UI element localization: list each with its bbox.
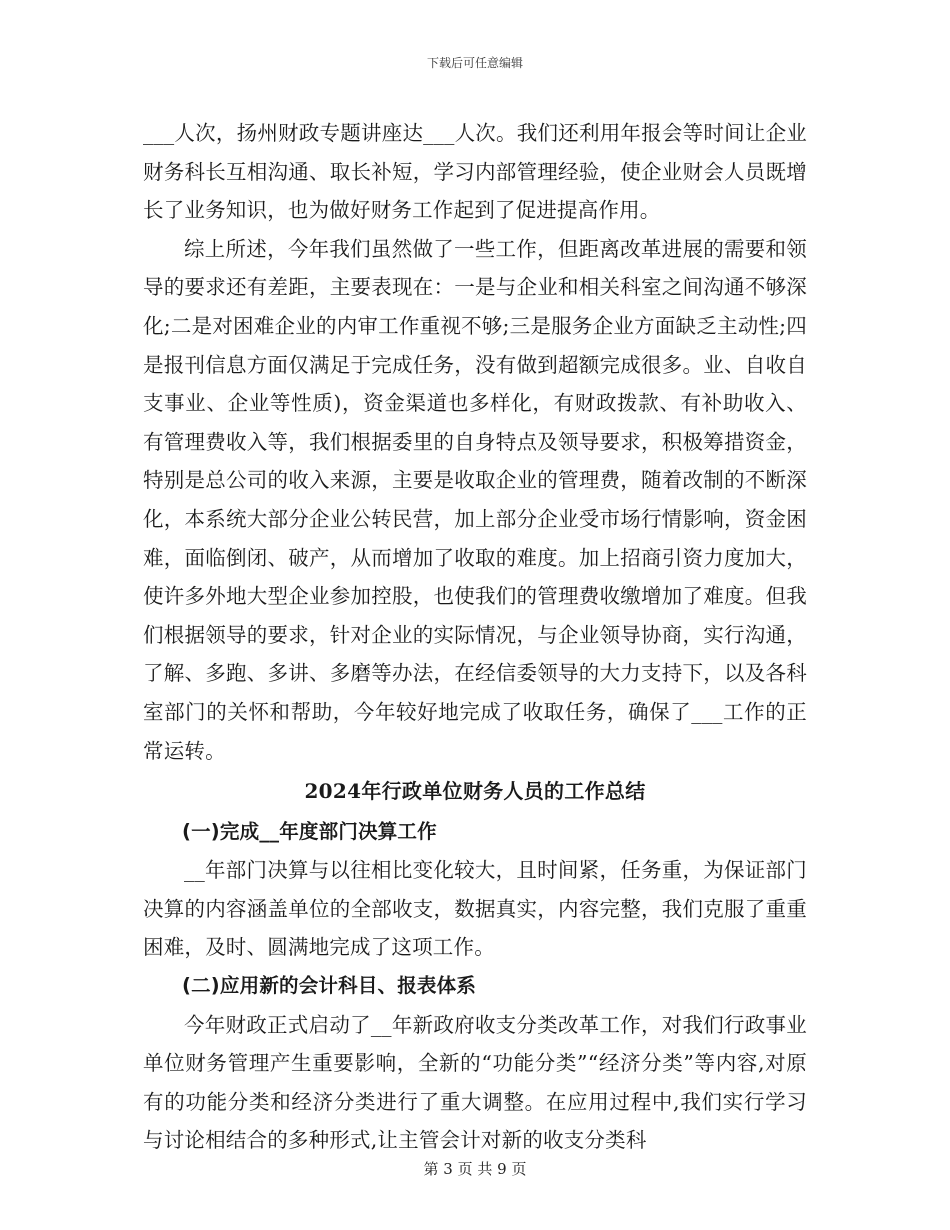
header-note: 下载后可任意编辑 <box>426 56 523 70</box>
section-heading-2: (二)应用新的会计科目、报表体系 <box>182 974 477 998</box>
paragraph-continued: ___人次，扬州财政专题讲座达___人次。我们还利用年报会等时间让企业财务科长互相沟通、取长补短，学习内部管理经验，使企业财会人员既增长了业务知识，也为做好财务工作起到了促进提高作用。 <box>143 121 807 223</box>
section-heading-1: (一)完成__年度部门决算工作 <box>182 819 437 843</box>
document-title: 2024年行政单位财务人员的工作总结 <box>304 779 646 804</box>
page-number: 第 3 页 共 9 页 <box>423 1160 527 1178</box>
section-text-2: 今年财政正式启动了__年新政府收支分类改革工作，对我们行政事业单位财务管理产生重要影响，全新的“功能分类”“经济分类”等内容,对原有的功能分类和经济分类进行了重大调整。在应用过程中,我们实行学习与讨论相结合的多种形式,让主管会计对新的收支分类科 <box>143 1012 807 1153</box>
document-body <box>143 114 807 1160</box>
paragraph-summary: 综上所述，今年我们虽然做了一些工作，但距离改革进展的需要和领导的要求还有差距，主要表现在：一是与企业和相关科室之间沟通不够深化;二是对困难企业的内审工作重视不够;三是服务企业方面缺乏主动性;四是报刊信息方面仅满足于完成任务，没有做到超额完成很多。业、自收自支事业、企业等性质)，资金渠道也多样化，有财政拨款、有补助收入、有管理费收入等，我们根据委里的自身特点及领导要求，积极筹措资金，特别是总公司的收入来源，主要是收取企业的管理费，随着改制的不断深化，本系统大部分企业公转民营，加上部分企业受市场行情影响，资金困难，面临倒闭、破产，从而增加了收取的难度。加上招商引资力度加大，使许多外地大型企业参加控股，也使我们的管理费收缴增加了难度。但我们根据领导的要求，针对企业的实际情况，与企业领导协商，实行沟通，了解、多跑、多讲、多磨等办法，在经信委领导的大力支持下，以及各科室部门的关怀和帮助，今年较好地完成了收取任务，确保了___工作的正常运转。 <box>143 236 807 763</box>
section-text-1: __年部门决算与以往相比变化较大，且时间紧，任务重，为保证部门决算的内容涵盖单位的全部收支，数据真实，内容完整，我们克服了重重困难，及时、圆满地完成了这项工作。 <box>143 858 807 960</box>
